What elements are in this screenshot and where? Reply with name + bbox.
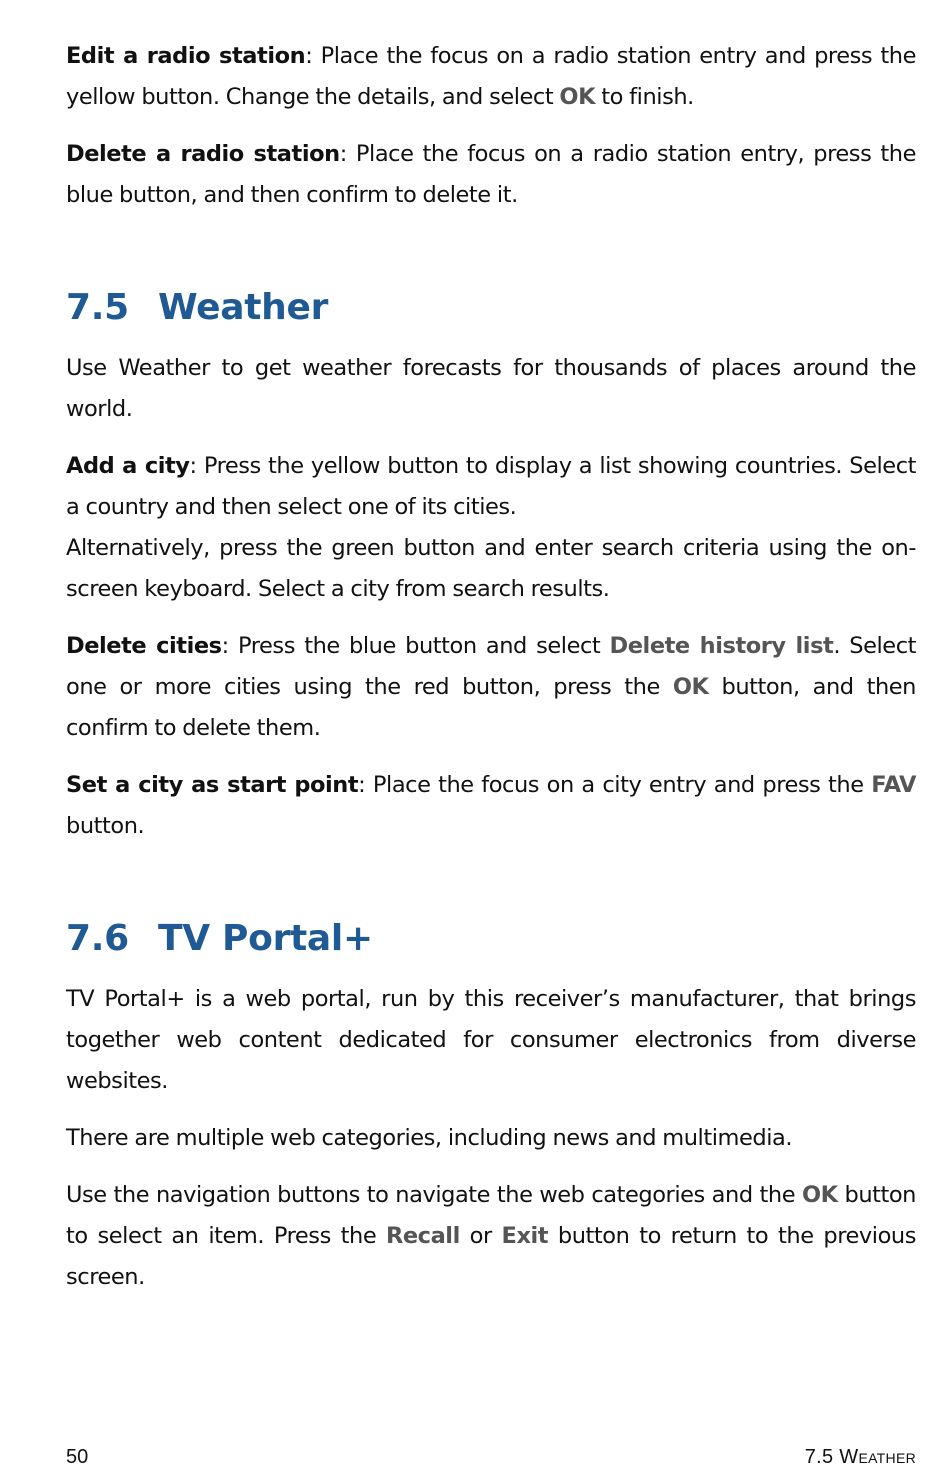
weather-heading	[66, 286, 916, 330]
weather-intro: Use Weather to get weather forecasts for thousands of places around the world.	[66, 355, 916, 422]
add-city-text: : Press the yellow button to display a list showing countries. Select a country and then select one of its cities.	[66, 453, 916, 520]
delete-cities-text-1: : Press the blue button and select	[221, 633, 610, 659]
add-city-alternative: Alternatively, press the green button and enter search criteria using the on-screen keyboard. Select a city from search results.	[66, 535, 916, 602]
fav-key-label: FAV	[871, 772, 916, 798]
running-head-number: 7.5	[804, 1446, 834, 1468]
page-content	[66, 36, 916, 1314]
page-number: 50	[66, 1446, 89, 1468]
add-city-term: Add a city	[66, 453, 190, 479]
delete-station-paragraph	[66, 134, 916, 216]
weather-section-title: Weather	[158, 287, 329, 328]
delete-cities-term: Delete cities	[66, 633, 222, 659]
tv-portal-paragraph-1: TV Portal+ is a web portal, run by this receiver’s manufacturer, that brings together web content dedicated for consumer electronics from diverse websites.	[66, 986, 916, 1094]
start-point-paragraph	[66, 765, 916, 847]
running-head-title: Weather	[839, 1446, 916, 1468]
delete-cities-text-3: button, and then confirm to delete them.	[66, 674, 916, 741]
tv-portal-paragraph-2: There are multiple web categories, including news and multimedia.	[66, 1125, 793, 1151]
delete-station-text: : Place the focus on a radio station entry, press the blue button, and then confirm to delete it.	[66, 141, 917, 208]
tv-portal-p3-text-2: button to select an item. Press the	[66, 1182, 916, 1249]
ok-key-label: OK	[672, 674, 709, 700]
tv-portal-heading	[66, 917, 916, 961]
weather-section-number: 7.5	[66, 287, 129, 328]
edit-station-tail: to finish.	[595, 84, 694, 110]
tv-portal-p3-text-3: or	[459, 1223, 502, 1249]
tv-portal-p3-text-1: Use the navigation buttons to navigate the web categories and the	[66, 1182, 802, 1208]
running-head	[805, 1446, 916, 1469]
add-city-paragraph	[66, 446, 916, 610]
tv-portal-section-title: TV Portal+	[158, 918, 373, 959]
start-point-text-1: : Place the focus on a city entry and press the	[358, 772, 872, 798]
delete-cities-text-2: . Select one or more cities using the red button, press the	[66, 633, 916, 700]
recall-key-label: Recall	[386, 1223, 460, 1249]
delete-cities-paragraph	[66, 626, 916, 749]
edit-station-text: : Place the focus on a radio station entry and press the yellow button. Change the details, and select	[66, 43, 916, 110]
delete-station-term: Delete a radio station	[66, 141, 340, 167]
tv-portal-section-number: 7.6	[66, 918, 129, 959]
edit-station-term: Edit a radio station	[66, 43, 306, 69]
delete-history-list-label: Delete history list	[609, 633, 834, 659]
tv-portal-p3-text-4: button to return to the previous screen.	[66, 1223, 916, 1290]
exit-key-label: Exit	[501, 1223, 549, 1249]
start-point-text-2: button.	[66, 813, 145, 839]
ok-key-label: OK	[801, 1182, 838, 1208]
start-point-term: Set a city as start point	[66, 772, 359, 798]
tv-portal-paragraph-3	[66, 1175, 916, 1298]
edit-station-paragraph	[66, 36, 916, 118]
ok-key-label: OK	[559, 84, 596, 110]
